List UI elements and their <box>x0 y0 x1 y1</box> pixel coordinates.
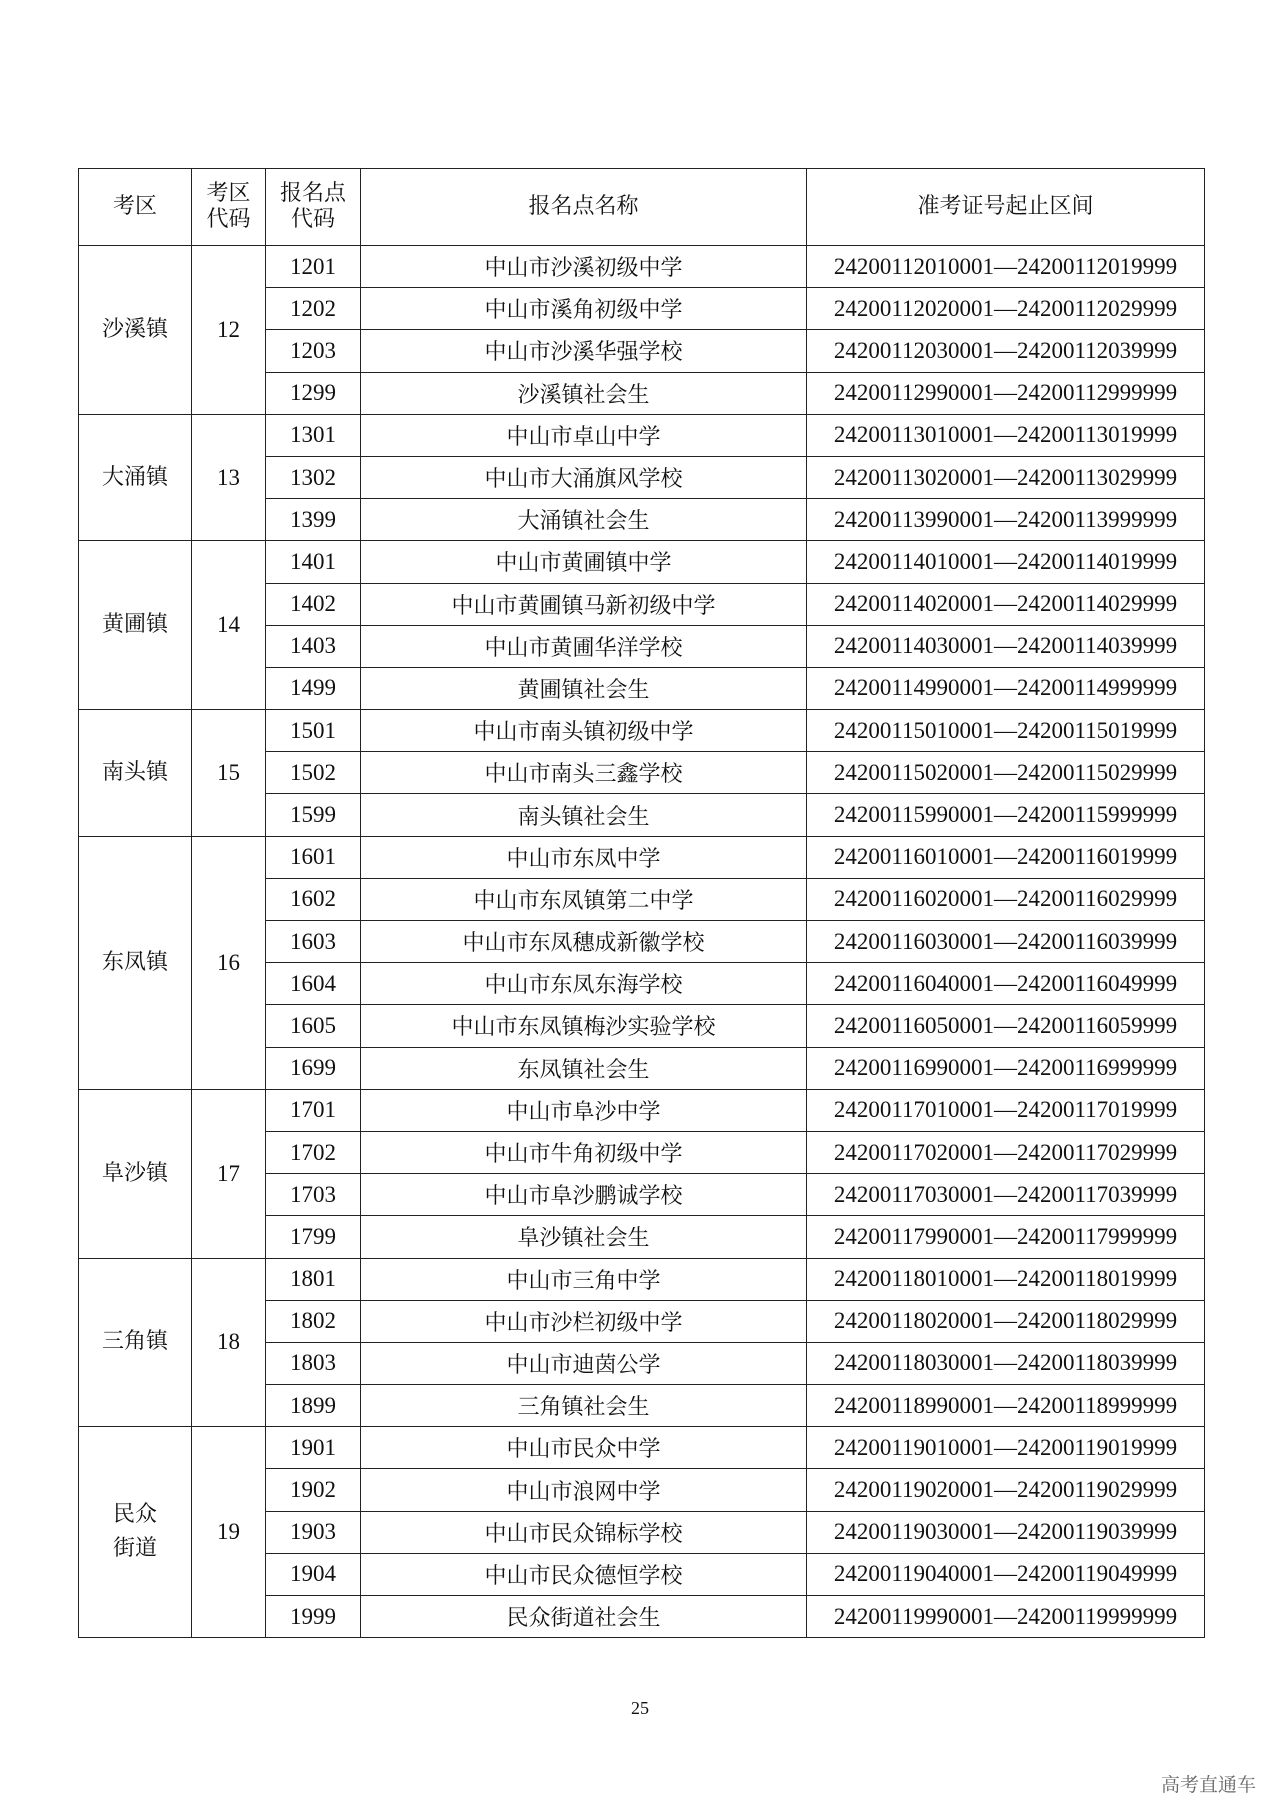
site-name-cell: 南头镇社会生 <box>361 794 807 836</box>
site-code-cell: 1201 <box>266 246 361 288</box>
site-code-cell: 1604 <box>266 963 361 1005</box>
site-code-cell: 1799 <box>266 1216 361 1258</box>
site-name-cell: 中山市阜沙鹏诚学校 <box>361 1174 807 1216</box>
site-name-cell: 中山市牛角初级中学 <box>361 1131 807 1173</box>
site-code-cell: 1902 <box>266 1469 361 1511</box>
site-name-cell: 中山市沙溪初级中学 <box>361 246 807 288</box>
admission-ticket-table <box>78 168 1205 1638</box>
table-row <box>79 1258 1205 1300</box>
site-code-cell: 1701 <box>266 1089 361 1131</box>
ticket-range-cell: 24200119040001—24200119049999 <box>807 1553 1205 1595</box>
site-code-cell: 1602 <box>266 878 361 920</box>
district-cell: 沙溪镇 <box>79 246 192 415</box>
ticket-range-cell: 24200119030001—24200119039999 <box>807 1511 1205 1553</box>
site-name-cell: 中山市东凤镇梅沙实验学校 <box>361 1005 807 1047</box>
site-name-cell: 中山市沙溪华强学校 <box>361 330 807 372</box>
site-code-cell: 1299 <box>266 372 361 414</box>
site-code-cell: 1899 <box>266 1385 361 1427</box>
header-site-code: 报名点 代码 <box>266 169 361 246</box>
ticket-range-cell: 24200114010001—24200114019999 <box>807 541 1205 583</box>
site-code-cell: 1702 <box>266 1131 361 1173</box>
ticket-range-cell: 24200117030001—24200117039999 <box>807 1174 1205 1216</box>
site-code-cell: 1703 <box>266 1174 361 1216</box>
site-name-cell: 中山市东凤镇第二中学 <box>361 878 807 920</box>
district-code-cell: 17 <box>192 1089 266 1258</box>
ticket-range-cell: 24200118030001—24200118039999 <box>807 1342 1205 1384</box>
table-row <box>79 541 1205 583</box>
site-name-cell: 中山市南头三鑫学校 <box>361 752 807 794</box>
site-name-cell: 中山市民众德恒学校 <box>361 1553 807 1595</box>
site-name-cell: 阜沙镇社会生 <box>361 1216 807 1258</box>
site-code-cell: 1302 <box>266 456 361 498</box>
ticket-range-cell: 24200112010001—24200112019999 <box>807 246 1205 288</box>
header-site-name: 报名点名称 <box>361 169 807 246</box>
site-name-cell: 中山市阜沙中学 <box>361 1089 807 1131</box>
site-code-cell: 1502 <box>266 752 361 794</box>
ticket-range-cell: 24200119990001—24200119999999 <box>807 1596 1205 1638</box>
site-name-cell: 中山市迪茵公学 <box>361 1342 807 1384</box>
ticket-range-cell: 24200115990001—24200115999999 <box>807 794 1205 836</box>
district-cell: 三角镇 <box>79 1258 192 1427</box>
site-code-cell: 1904 <box>266 1553 361 1595</box>
ticket-range-cell: 24200112030001—24200112039999 <box>807 330 1205 372</box>
site-code-cell: 1401 <box>266 541 361 583</box>
ticket-range-cell: 24200114020001—24200114029999 <box>807 583 1205 625</box>
site-name-cell: 中山市黄圃华洋学校 <box>361 625 807 667</box>
site-code-cell: 1499 <box>266 667 361 709</box>
site-code-cell: 1202 <box>266 288 361 330</box>
ticket-range-cell: 24200112020001—24200112029999 <box>807 288 1205 330</box>
ticket-range-cell: 24200119010001—24200119019999 <box>807 1427 1205 1469</box>
site-name-cell: 中山市溪角初级中学 <box>361 288 807 330</box>
ticket-range-cell: 24200118010001—24200118019999 <box>807 1258 1205 1300</box>
district-cell: 南头镇 <box>79 710 192 837</box>
table-body <box>79 246 1205 1638</box>
ticket-range-cell: 24200114990001—24200114999999 <box>807 667 1205 709</box>
district-cell: 东凤镇 <box>79 836 192 1089</box>
ticket-range-cell: 24200115020001—24200115029999 <box>807 752 1205 794</box>
site-name-cell: 黄圃镇社会生 <box>361 667 807 709</box>
district-code-cell: 13 <box>192 414 266 541</box>
ticket-range-cell: 24200115010001—24200115019999 <box>807 710 1205 752</box>
header-district: 考区 <box>79 169 192 246</box>
header-district-code: 考区 代码 <box>192 169 266 246</box>
site-code-cell: 1802 <box>266 1300 361 1342</box>
ticket-range-cell: 24200116010001—24200116019999 <box>807 836 1205 878</box>
ticket-range-cell: 24200117010001—24200117019999 <box>807 1089 1205 1131</box>
table-row <box>79 836 1205 878</box>
site-name-cell: 中山市东凤中学 <box>361 836 807 878</box>
ticket-range-cell: 24200119020001—24200119029999 <box>807 1469 1205 1511</box>
district-cell: 大涌镇 <box>79 414 192 541</box>
table-header-row <box>79 169 1205 246</box>
site-name-cell: 中山市东凤穗成新徽学校 <box>361 921 807 963</box>
ticket-range-cell: 24200117990001—24200117999999 <box>807 1216 1205 1258</box>
district-cell: 民众 街道 <box>79 1427 192 1638</box>
site-code-cell: 1403 <box>266 625 361 667</box>
site-code-cell: 1399 <box>266 499 361 541</box>
watermark: 高考直通车 <box>1160 1774 1256 1796</box>
site-name-cell: 中山市东凤东海学校 <box>361 963 807 1005</box>
site-code-cell: 1599 <box>266 794 361 836</box>
table-row <box>79 414 1205 456</box>
site-code-cell: 1501 <box>266 710 361 752</box>
header-ticket-range: 准考证号起止区间 <box>807 169 1205 246</box>
site-name-cell: 中山市大涌旗风学校 <box>361 456 807 498</box>
page-number: 25 <box>631 1698 649 1718</box>
site-code-cell: 1601 <box>266 836 361 878</box>
site-name-cell: 民众街道社会生 <box>361 1596 807 1638</box>
district-code-cell: 16 <box>192 836 266 1089</box>
ticket-range-cell: 24200112990001—24200112999999 <box>807 372 1205 414</box>
site-code-cell: 1603 <box>266 921 361 963</box>
site-code-cell: 1699 <box>266 1047 361 1089</box>
ticket-range-cell: 24200117020001—24200117029999 <box>807 1131 1205 1173</box>
site-code-cell: 1301 <box>266 414 361 456</box>
district-cell: 黄圃镇 <box>79 541 192 710</box>
site-code-cell: 1801 <box>266 1258 361 1300</box>
ticket-range-cell: 24200116040001—24200116049999 <box>807 963 1205 1005</box>
ticket-range-cell: 24200116050001—24200116059999 <box>807 1005 1205 1047</box>
site-code-cell: 1803 <box>266 1342 361 1384</box>
table-row <box>79 1427 1205 1469</box>
site-name-cell: 中山市民众锦标学校 <box>361 1511 807 1553</box>
table-row <box>79 1089 1205 1131</box>
district-code-cell: 19 <box>192 1427 266 1638</box>
district-code-cell: 14 <box>192 541 266 710</box>
table-row <box>79 710 1205 752</box>
site-name-cell: 东凤镇社会生 <box>361 1047 807 1089</box>
site-code-cell: 1203 <box>266 330 361 372</box>
site-name-cell: 中山市民众中学 <box>361 1427 807 1469</box>
district-cell: 阜沙镇 <box>79 1089 192 1258</box>
ticket-range-cell: 24200116990001—24200116999999 <box>807 1047 1205 1089</box>
site-name-cell: 中山市三角中学 <box>361 1258 807 1300</box>
site-name-cell: 沙溪镇社会生 <box>361 372 807 414</box>
site-name-cell: 中山市南头镇初级中学 <box>361 710 807 752</box>
district-code-cell: 18 <box>192 1258 266 1427</box>
table-row <box>79 246 1205 288</box>
ticket-range-cell: 24200113010001—24200113019999 <box>807 414 1205 456</box>
site-code-cell: 1402 <box>266 583 361 625</box>
ticket-range-cell: 24200116020001—24200116029999 <box>807 878 1205 920</box>
ticket-range-cell: 24200114030001—24200114039999 <box>807 625 1205 667</box>
site-name-cell: 中山市沙栏初级中学 <box>361 1300 807 1342</box>
site-name-cell: 中山市卓山中学 <box>361 414 807 456</box>
site-name-cell: 中山市黄圃镇中学 <box>361 541 807 583</box>
site-code-cell: 1901 <box>266 1427 361 1469</box>
site-name-cell: 中山市黄圃镇马新初级中学 <box>361 583 807 625</box>
site-name-cell: 三角镇社会生 <box>361 1385 807 1427</box>
site-code-cell: 1999 <box>266 1596 361 1638</box>
ticket-range-cell: 24200118020001—24200118029999 <box>807 1300 1205 1342</box>
ticket-range-cell: 24200113020001—24200113029999 <box>807 456 1205 498</box>
ticket-range-cell: 24200116030001—24200116039999 <box>807 921 1205 963</box>
district-code-cell: 15 <box>192 710 266 837</box>
site-name-cell: 中山市浪网中学 <box>361 1469 807 1511</box>
site-code-cell: 1605 <box>266 1005 361 1047</box>
ticket-range-cell: 24200113990001—24200113999999 <box>807 499 1205 541</box>
site-code-cell: 1903 <box>266 1511 361 1553</box>
ticket-range-cell: 24200118990001—24200118999999 <box>807 1385 1205 1427</box>
district-code-cell: 12 <box>192 246 266 415</box>
site-name-cell: 大涌镇社会生 <box>361 499 807 541</box>
